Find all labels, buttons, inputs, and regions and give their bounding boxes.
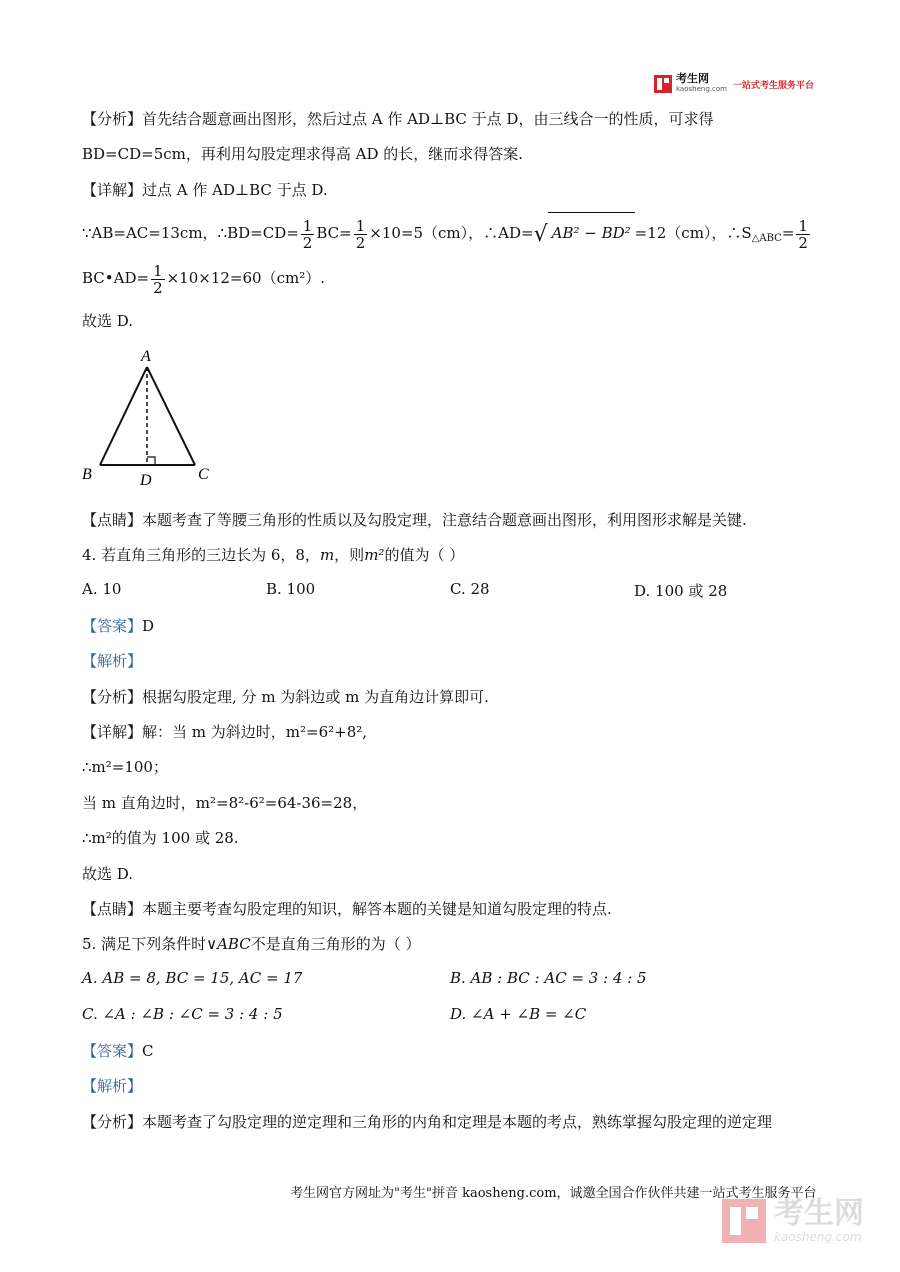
detail-text: 过点 A 作 AD⊥BC 于点 D. [142,181,328,199]
detail-label: 【详解】 [82,181,143,199]
triangle-figure [80,345,220,490]
equation-line-1 [82,212,812,253]
eq2-part-a: BC•AD= [82,269,150,287]
header-logo [654,72,814,96]
q5-choice-d: D. ∠A + ∠B = ∠C [450,1005,587,1023]
logo-icon [654,75,672,93]
q4-choice-d: D. 100 或 28 [634,582,728,600]
eq1-part-d: =12（cm），∴S [634,224,752,242]
fraction-half-4: $\frac{1}{2}$ [153,261,163,297]
right-angle-mark [147,457,155,465]
q5-answer: 【答案】C [82,1042,154,1060]
watermark [722,1198,864,1244]
q5-parse-label: 【解析】 [82,1077,143,1095]
label-b: B [82,466,92,483]
analysis-line-1 [82,109,713,129]
fraction-half-3: $\frac{1}{2}$ [798,216,808,252]
side-ab [100,367,147,465]
analysis-label: 【分析】 [82,110,143,128]
q4-detail: 【详解】解：当 m 为斜边时，m²=6²+8², [82,723,368,741]
choose-line: 故选 D. [82,312,134,330]
q5-choice-b: B. AB : BC : AC = 3 : 4 : 5 [450,969,647,987]
q4-choose: 故选 D. [82,865,134,883]
q4-choice-a: A. 10 [82,580,122,598]
q4-analysis: 【分析】根据勾股定理, 分 m 为斜边或 m 为直角边计算即可. [82,688,489,706]
q5-stem: 5. 满足下列条件时∨ABC不是直角三角形的为（ ） [82,935,421,953]
logo-domain: kaosheng.com [676,85,727,93]
eq1-part-b: BC= [316,224,352,242]
comment-line-1 [82,510,747,530]
label-a: A [141,348,151,365]
watermark-name: 考生网 [774,1196,864,1231]
watermark-domain: kaosheng.com [774,1230,862,1244]
q5-analysis: 【分析】本题考查了勾股定理的逆定理和三角形的内角和定理是本题的考点，熟练掌握勾股定理的逆定理 [82,1113,773,1131]
q4-step-4: ∴m²的值为 100 或 28. [82,829,239,847]
sqrt-icon: √ [533,222,548,247]
equation-line-2 [82,260,325,296]
q4-parse-label: 【解析】 [82,652,143,670]
q4-step-2: ∴m²=100； [82,758,168,776]
q4-comment: 【点睛】本题主要考查勾股定理的知识，解答本题的关键是知道勾股定理的特点. [82,900,612,918]
analysis-line-2: BD=CD=5cm，再利用勾股定理求得高 AD 的长，继而求得答案. [82,145,524,163]
eq1-part-c: ×10=5（cm），∴AD= [369,224,534,242]
logo-name: 考生网 [676,72,709,85]
label-d: D [140,472,152,489]
label-c: C [198,466,209,483]
eq1-subscript: △ABC [751,233,782,244]
comment-text: 本题考查了等腰三角形的性质以及勾股定理，注意结合题意画出图形，利用图形求解是关键. [142,511,747,529]
watermark-logo-icon [722,1199,766,1243]
eq1-part-a: ∵AB=AC=13cm，∴BD=CD= [82,224,299,242]
q4-answer: 【答案】D [82,617,155,635]
q4-stem: 4. 若直角三角形的三边长为 6，8，m，则m²的值为（ ） [82,546,465,564]
q4-choice-b: B. 100 [266,580,316,598]
q5-choice-c: C. ∠A : ∠B : ∠C = 3 : 4 : 5 [82,1005,283,1023]
sqrt-content: AB² − BD² [548,212,635,251]
comment-label: 【点睛】 [82,511,143,529]
footer-text: 考生网官方网址为"考生"拼音 kaosheng.com，诚邀全国合作伙伴共建一站式考生服务平台 [290,1186,817,1201]
fraction-half-1: $\frac{1}{2}$ [302,216,313,252]
q4-step-3: 当 m 直角边时，m²=8²-6²=64-36=28， [82,794,368,812]
logo-slogan: 一站式考生服务平台 [732,80,814,91]
q4-choice-c: C. 28 [450,580,490,598]
eq2-part-b: ×10×12=60（cm²）. [166,269,325,287]
fraction-half-2: $\frac{1}{2}$ [355,216,366,252]
analysis-text: 首先结合题意画出图形，然后过点 A 作 AD⊥BC 于点 D，由三线合一的性质，可求得 [142,110,714,128]
detail-line [82,180,328,200]
side-ac [147,367,195,465]
eq1-part-e: = [781,224,795,242]
q5-choice-a: A. AB = 8, BC = 15, AC = 17 [82,969,303,987]
